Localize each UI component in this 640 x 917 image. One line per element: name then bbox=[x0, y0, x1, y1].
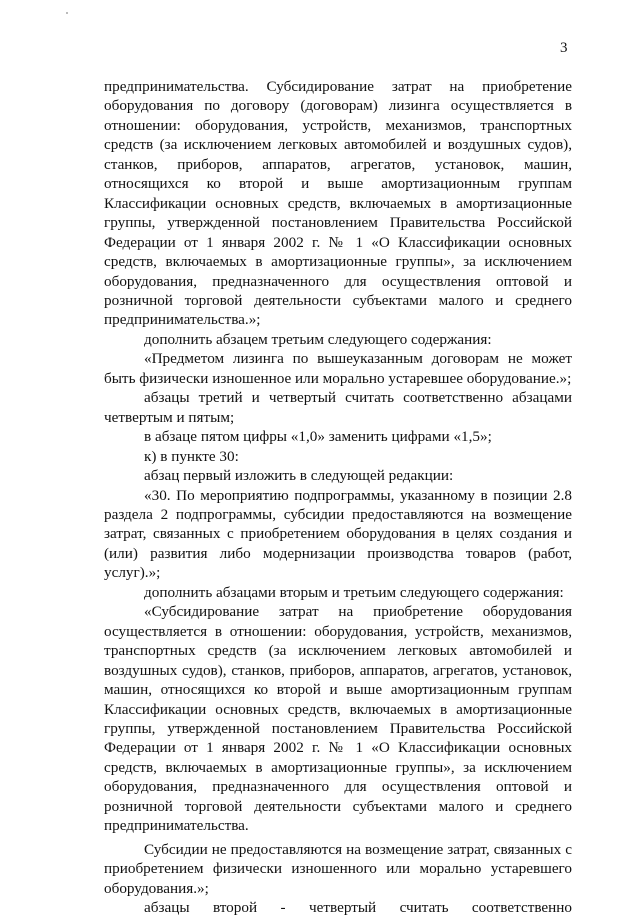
paragraph-1: предпринимательства. Субсидирование затрат на приобретение оборудования по договору (договорам) лизинга осуществляется в отношении: оборудования, устройств, механизмов, транспортных средств (за исключением легковых автомобилей и воздушных судов), станков, приборов, аппаратов, агрегатов, установок, машин, относящихся ко второй и выше амортизационным группам Классификации основных средств, включаемых в амортизационные группы, утвержденной постановлением Правительства Российской Федерации от 1 января 2002 г. № 1 «О Классификации основных средств, включаемых в амортизационные группы», за исключением оборудования, предназначенного для осуществления оптовой и розничной торговой деятельности субъектами малого и среднего предпринимательства.»; bbox=[104, 78, 572, 329]
paragraph-7: абзац первый изложить в следующей редакции: bbox=[144, 467, 454, 485]
paragraph-8: «30. По мероприятию подпрограммы, указанному в позиции 2.8 раздела 2 подпрограммы, субсидии предоставляются на возмещение затрат, связанных с приобретением оборудования в целях создания и (или) развития либо модернизации производства товаров (работ, услуг).»; bbox=[104, 486, 572, 582]
document-body bbox=[104, 77, 572, 917]
paragraph-9: дополнить абзацами вторым и третьим следующего содержания: bbox=[144, 583, 564, 601]
paragraph-5: в абзаце пятом цифры «1,0» заменить цифрами «1,5»; bbox=[144, 428, 492, 446]
page-number: 3 bbox=[560, 40, 568, 56]
paragraph-10: «Субсидирование затрат на приобретение оборудования осуществляется в отношении: оборудования, устройств, механизмов, транспортных средств (за исключением легковых автомобилей и воздушных судов), станков, приборов, аппаратов, агрегатов, установок, машин, относящихся ко второй и выше амортизационным группам Классификации основных средств, включаемых в амортизационные группы, утвержденной постановлением Правительства Российской Федерации от 1 января 2002 г. № 1 «О Классификации основных средств, включаемых в амортизационные группы», за исключением оборудования, предназначенного для осуществления оптовой и розничной торговой деятельности субъектами малого и среднего предпринимательства. bbox=[104, 603, 572, 835]
paragraph-4: абзацы третий и четвертый считать соответственно абзацами четвертым и пятым; bbox=[104, 389, 572, 426]
scan-speck bbox=[66, 12, 68, 14]
paragraph-11: Субсидии не предоставляются на возмещение затрат, связанных с приобретением физически изношенного или морально устаревшего оборудования.»; bbox=[104, 840, 572, 897]
paragraph-12: абзацы второй - четвертый считать соответственно bbox=[144, 899, 572, 917]
paragraph-6: к) в пункте 30: bbox=[144, 447, 239, 465]
paragraph-3: «Предметом лизинга по вышеуказанным договорам не может быть физически изношенное или морально устаревшее оборудование.»; bbox=[104, 350, 572, 387]
paragraph-2: дополнить абзацем третьим следующего содержания: bbox=[144, 330, 492, 348]
